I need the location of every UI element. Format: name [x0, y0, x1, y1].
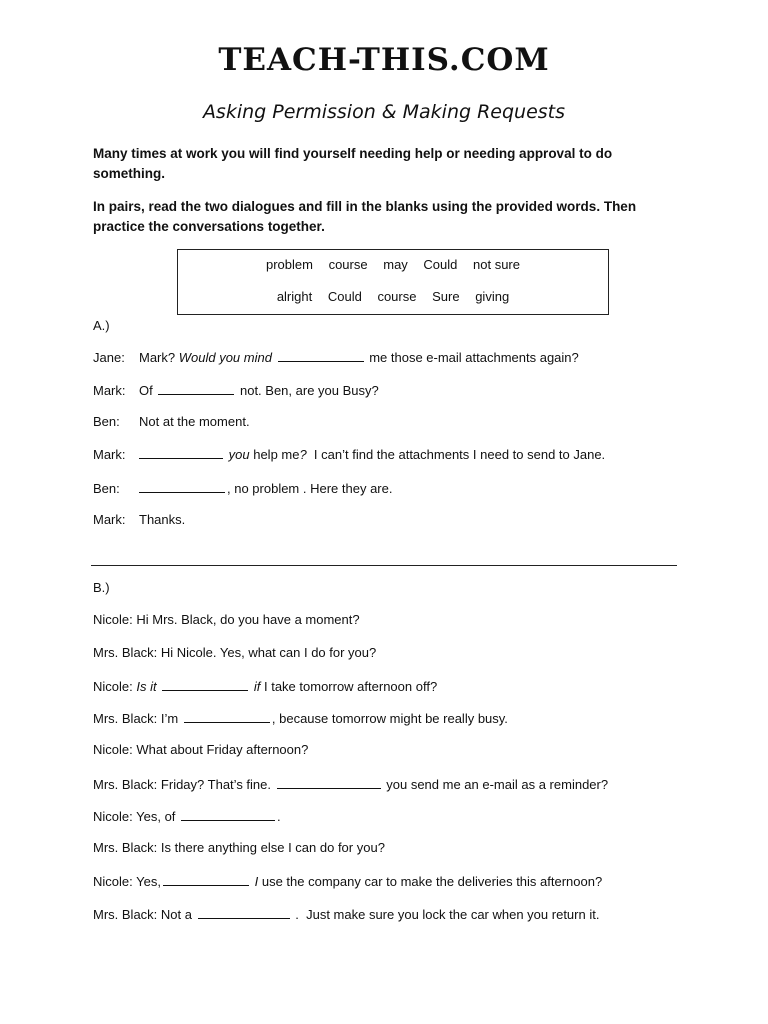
line-text: Of: [139, 383, 153, 398]
line-text: , because tomorrow might be really busy.: [271, 711, 508, 726]
line-text: . Just make sure you lock the car when you return it.: [295, 907, 600, 922]
line-text: I take tomorrow afternoon off?: [263, 679, 438, 694]
speaker-label: Nicole:: [93, 809, 133, 824]
speaker-label: Mrs. Black:: [93, 907, 158, 922]
fill-in-blank[interactable]: [181, 808, 275, 821]
word-bank-row-2: [178, 289, 608, 304]
intro-paragraph-1: Many times at work you will find yourself needing help or needing approval to do something.: [93, 146, 613, 181]
fill-in-blank[interactable]: [198, 906, 290, 919]
line-text-italic: you: [228, 447, 250, 462]
dialogue-a-line-4: [93, 446, 605, 462]
dialogue-b-line-4: [93, 710, 508, 726]
word-bank-box: [177, 249, 609, 315]
fill-in-blank[interactable]: [139, 480, 225, 493]
speaker-label: Mark:: [93, 512, 126, 527]
line-text-italic: ?: [299, 447, 307, 462]
line-text: Mark?: [139, 350, 179, 365]
fill-in-blank[interactable]: [162, 678, 248, 691]
speaker-label: Ben:: [93, 481, 120, 496]
line-text: Not at the moment.: [139, 414, 250, 429]
dialogue-a-line-5: [93, 480, 392, 496]
line-text: me those e-mail attachments again?: [369, 350, 579, 365]
line-text-italic: if: [253, 679, 261, 694]
dialogue-a-line-1: [93, 349, 579, 365]
word-bank-item: not sure: [473, 257, 520, 272]
line-text-italic: I: [254, 874, 259, 889]
dialogue-b-line-3: [93, 678, 437, 694]
line-text: you send me an e-mail as a reminder?: [386, 777, 609, 792]
word-bank-item: course: [377, 289, 417, 304]
speaker-label: Mrs. Black:: [93, 711, 158, 726]
speaker-label: Jane:: [93, 350, 125, 365]
fill-in-blank[interactable]: [277, 776, 381, 789]
speaker-label: Mrs. Black:: [93, 777, 158, 792]
section-divider: [91, 565, 677, 566]
dialogue-b-line-2: Mrs. Black: Hi Nicole. Yes, what can I do for you?: [93, 645, 377, 660]
dialogue-b-line-9: [93, 873, 602, 889]
intro-paragraph-2: In pairs, read the two dialogues and fill in the blanks using the provided words. Then practice the conversations together.: [93, 199, 637, 234]
line-text: use the company car to make the deliveries this afternoon?: [261, 874, 603, 889]
dialogue-b-line-7: [93, 808, 281, 824]
word-bank-item: problem: [265, 257, 313, 272]
word-bank-item: Could: [327, 289, 362, 304]
line-text: I’m: [160, 711, 179, 726]
fill-in-blank[interactable]: [184, 710, 270, 723]
speaker-label: Mark:: [93, 447, 126, 462]
line-text: Friday? That’s fine.: [160, 777, 271, 792]
word-bank-row-1: [178, 257, 608, 272]
speaker-label: Nicole:: [93, 679, 133, 694]
word-bank-item: course: [328, 257, 368, 272]
dialogue-b-line-1: Nicole: Hi Mrs. Black, do you have a moment?: [93, 612, 360, 627]
speaker-label: Mark:: [93, 383, 126, 398]
dialogue-b-line-8: Mrs. Black: Is there anything else I can do for you?: [93, 840, 385, 855]
line-text: Not a: [160, 907, 192, 922]
line-text: Yes,: [136, 874, 161, 889]
dialogue-b-line-6: [93, 776, 608, 792]
dialogue-a-line-6: [93, 512, 185, 527]
dialogue-a-label: A.): [93, 318, 110, 333]
speaker-label: Nicole:: [93, 874, 133, 889]
line-text: , no problem . Here they are.: [227, 481, 393, 496]
word-bank-item: Could: [423, 257, 458, 272]
fill-in-blank[interactable]: [278, 349, 364, 362]
speaker-label: Ben:: [93, 414, 120, 429]
line-text: .: [277, 809, 281, 824]
dialogue-a-line-3: [93, 414, 250, 429]
line-text: help me: [253, 447, 300, 462]
line-text: Yes, of: [136, 809, 176, 824]
word-bank-item: alright: [276, 289, 313, 304]
fill-in-blank[interactable]: [163, 873, 249, 886]
dialogue-a-line-2: [93, 382, 379, 398]
word-bank-item: Sure: [432, 289, 460, 304]
dialogue-b-line-5: Nicole: What about Friday afternoon?: [93, 742, 309, 757]
line-text: not. Ben, are you Busy?: [239, 383, 379, 398]
fill-in-blank[interactable]: [139, 446, 223, 459]
fill-in-blank[interactable]: [158, 382, 234, 395]
site-logo: TEACH-THIS.COM: [218, 42, 550, 78]
dialogue-b-line-10: [93, 906, 599, 922]
line-text: I can’t find the attachments I need to send to Jane.: [306, 447, 606, 462]
word-bank-item: may: [383, 257, 408, 272]
line-text: Thanks.: [139, 512, 186, 527]
line-text-italic: Would you mind: [178, 350, 272, 365]
worksheet-title: Asking Permission & Making Requests: [202, 101, 566, 123]
dialogue-b-label: B.): [93, 580, 110, 595]
line-text-italic: Is it: [136, 679, 157, 694]
word-bank-item: giving: [475, 289, 510, 304]
